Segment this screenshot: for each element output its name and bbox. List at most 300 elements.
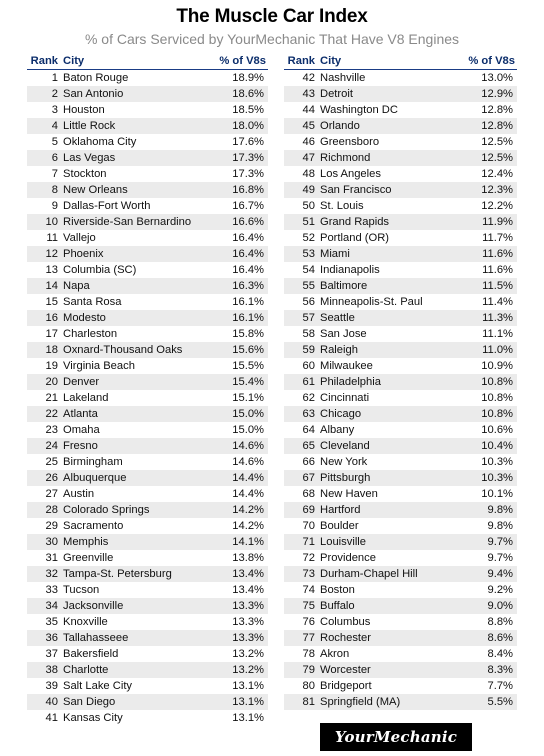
table-row [284,374,517,390]
rank-cell: 22 [27,406,63,422]
pct-cell: 14.4% [232,488,264,500]
rank-cell: 3 [51,104,58,116]
table-row [284,454,517,470]
table-row [284,486,517,502]
pct-cell: 13.3% [232,616,264,628]
pct-cell: 10.8% [460,406,517,422]
pct-cell: 16.4% [232,232,264,244]
table-row [284,86,517,102]
pct-cell: 12.3% [460,182,517,198]
city-cell: Bakersfield [63,648,119,660]
city-cell: Colorado Springs [63,502,213,518]
table-header-row [284,53,517,70]
table-row [27,422,268,438]
pct-cell: 10.3% [481,456,513,468]
city-cell: Baton Rouge [63,72,129,84]
city-cell: Miami [320,246,460,262]
table-row [284,614,517,630]
rank-cell: 2 [27,86,63,102]
page-subtitle: % of Cars Serviced by YourMechanic That Have V8 Engines [84,31,460,47]
ranking-table-left-body [27,70,268,727]
rank-cell: 9 [51,200,58,212]
table-row [284,646,517,662]
table-row [284,390,517,406]
city-cell: Tampa-St. Petersburg [63,566,213,582]
pct-cell: 15.5% [232,360,264,372]
city-cell: Modesto [63,310,213,326]
pct-cell: 8.6% [460,630,517,646]
table-row [27,246,268,262]
pct-cell: 17.3% [213,150,268,166]
pct-cell: 9.4% [460,566,517,582]
city-cell: Grand Rapids [320,214,460,230]
rank-cell: 67 [284,470,320,486]
pct-cell: 18.0% [213,118,268,134]
city-cell: San Francisco [320,182,460,198]
city-cell: St. Louis [320,200,364,212]
pct-cell: 16.4% [232,264,264,276]
city-cell: Oxnard-Thousand Oaks [63,342,213,358]
rank-cell: 75 [284,598,320,614]
city-cell: Columbus [320,616,371,628]
pct-cell: 10.8% [460,374,517,390]
pct-cell: 15.4% [213,374,268,390]
city-cell: Salt Lake City [63,680,133,692]
table-row [27,470,268,486]
city-cell: Worcester [320,662,460,678]
city-cell: Minneapolis-St. Paul [320,296,423,308]
rank-cell: 28 [27,502,63,518]
pct-cell: 12.5% [460,150,517,166]
pct-cell: 13.1% [213,694,268,710]
table-row [27,694,268,710]
pct-cell: 17.6% [232,136,264,148]
pct-cell: 11.7% [482,232,513,244]
rank-cell: 27 [45,488,58,500]
rank-cell: 54 [302,264,315,276]
rank-cell: 72 [302,552,315,564]
city-cell: Sacramento [63,520,124,532]
pct-cell: 9.8% [487,520,513,532]
city-cell: Providence [320,552,376,564]
table-row [27,374,268,390]
pct-cell: 16.6% [213,214,268,230]
table-row [284,550,517,566]
table-row [284,518,517,534]
city-cell: Pittsburgh [320,470,460,486]
rank-cell: 29 [45,520,58,532]
rank-cell: 19 [45,360,58,372]
rank-cell: 14 [27,278,63,294]
city-cell: Durham-Chapel Hill [320,566,460,582]
rank-cell: 81 [284,694,320,710]
table-row [284,166,517,182]
city-cell: Tallahasseee [63,630,213,646]
table-header-row [27,53,268,70]
rank-cell: 15 [45,296,58,308]
city-cell: Buffalo [320,598,460,614]
rank-cell: 5 [51,136,58,148]
table-row [284,598,517,614]
pct-cell: 13.1% [232,712,264,724]
table-row [27,262,268,278]
table-row [284,310,517,326]
pct-cell: 8.4% [487,648,513,660]
table-row [27,598,268,614]
pct-cell: 11.3% [460,310,517,326]
rank-cell: 42 [302,72,315,84]
city-cell: Cincinnati [320,392,370,404]
pct-cell: 12.8% [481,104,513,116]
pct-cell: 11.9% [460,214,517,230]
table-row [284,246,517,262]
rank-cell: 4 [27,118,63,134]
pct-cell: 13.3% [213,598,268,614]
rank-cell: 35 [45,616,58,628]
pct-cell: 15.1% [232,392,264,404]
table-row [284,342,517,358]
pct-cell: 11.4% [482,296,513,308]
city-cell: Fresno [63,438,213,454]
page-title: The Muscle Car Index [176,6,368,27]
pct-cell: 14.4% [213,470,268,486]
rank-cell: 61 [284,374,320,390]
city-cell: Birmingham [63,456,123,468]
pct-cell: 11.5% [460,278,517,294]
pct-cell: 10.4% [460,438,517,454]
rank-cell: 53 [284,246,320,262]
rank-cell: 48 [302,168,315,180]
rank-cell: 66 [302,456,315,468]
rank-cell: 34 [27,598,63,614]
rank-cell: 32 [27,566,63,582]
city-cell: Detroit [320,86,460,102]
city-cell: Houston [63,104,105,116]
table-row [284,438,517,454]
table-row [284,678,517,694]
table-row [284,118,517,134]
table-row [27,294,268,310]
pct-cell: 10.1% [481,488,513,500]
table-row [284,294,517,310]
city-cell: New Haven [320,488,378,500]
city-cell: Memphis [63,534,213,550]
ranking-table-left [27,53,268,726]
table-row [27,86,268,102]
pct-cell: 18.9% [232,72,264,84]
city-cell: Jacksonville [63,598,213,614]
pct-cell: 13.2% [232,648,264,660]
rank-header: Rank [284,53,320,70]
rank-cell: 26 [27,470,63,486]
rank-cell: 41 [45,712,58,724]
table-row [284,150,517,166]
rank-cell: 70 [302,520,315,532]
pct-cell: 11.6% [460,246,517,262]
pct-cell: 16.3% [213,278,268,294]
city-cell: Stockton [63,168,107,180]
city-cell: Denver [63,374,213,390]
city-cell: Austin [63,488,95,500]
rank-cell: 21 [45,392,58,404]
city-cell: Rochester [320,630,460,646]
table-row [284,326,517,342]
table-row [284,262,517,278]
city-cell: Louisville [320,534,460,550]
city-cell: Philadelphia [320,374,460,390]
city-cell: Virginia Beach [63,360,135,372]
pct-cell: 15.6% [213,342,268,358]
table-row [27,118,268,134]
table-row [27,230,268,246]
pct-cell: 18.5% [232,104,264,116]
pct-cell: 13.3% [213,630,268,646]
city-cell: Baltimore [320,278,460,294]
rank-cell: 49 [284,182,320,198]
rank-cell: 76 [302,616,315,628]
pct-header: % of V8s [213,53,268,70]
table-row [284,502,517,518]
rank-cell: 78 [302,648,315,660]
city-header: City [320,53,460,70]
pct-cell: 11.1% [482,328,513,340]
city-cell: Knoxville [63,616,108,628]
pct-cell: 10.9% [481,360,513,372]
pct-cell: 16.1% [232,296,264,308]
rank-cell: 37 [45,648,58,660]
pct-cell: 8.8% [487,616,513,628]
rank-cell: 68 [302,488,315,500]
rank-cell: 23 [45,424,58,436]
city-cell: Oklahoma City [63,136,137,148]
pct-cell: 14.1% [213,534,268,550]
rank-cell: 77 [284,630,320,646]
table-row [284,134,517,150]
city-cell: Washington DC [320,104,398,116]
table-row [27,518,268,534]
table-row [27,214,268,230]
rank-cell: 56 [302,296,315,308]
city-cell: Santa Rosa [63,296,122,308]
rank-cell: 65 [284,438,320,454]
rank-cell: 16 [27,310,63,326]
table-row [284,662,517,678]
table-row [27,678,268,694]
table-row [284,214,517,230]
pct-cell: 16.1% [213,310,268,326]
pct-cell: 9.0% [460,598,517,614]
rank-cell: 18 [27,342,63,358]
pct-cell: 11.6% [482,264,513,276]
table-row [284,534,517,550]
rank-cell: 6 [27,150,63,166]
table-row [27,70,268,87]
table-row [27,486,268,502]
table-row [27,182,268,198]
rank-cell: 51 [284,214,320,230]
pct-cell: 12.5% [481,136,513,148]
rank-cell: 25 [45,456,58,468]
table-row [27,102,268,118]
rank-cell: 52 [302,232,315,244]
city-cell: Hartford [320,502,460,518]
city-cell: Greenville [63,552,114,564]
table-row [27,342,268,358]
rank-cell: 11 [46,232,58,244]
city-cell: Kansas City [63,712,123,724]
pct-cell: 16.7% [232,200,264,212]
pct-header: % of V8s [460,53,517,70]
city-cell: Nashville [320,72,366,84]
pct-cell: 13.0% [481,72,513,84]
pct-cell: 7.7% [487,680,513,692]
pct-cell: 15.0% [213,406,268,422]
city-cell: San Antonio [63,86,213,102]
rank-cell: 74 [302,584,315,596]
rank-cell: 80 [302,680,315,692]
city-cell: Little Rock [63,118,213,134]
pct-cell: 11.0% [460,342,517,358]
table-row [27,454,268,470]
city-cell: Milwaukee [320,360,373,372]
rank-cell: 36 [27,630,63,646]
rank-cell: 38 [27,662,63,678]
table-row [27,358,268,374]
city-cell: Richmond [320,150,460,166]
table-row [27,310,268,326]
city-cell: Dallas-Fort Worth [63,200,151,212]
city-cell: Lakeland [63,392,109,404]
rank-cell: 31 [45,552,58,564]
rank-cell: 55 [284,278,320,294]
city-header: City [63,53,213,70]
table-row [27,326,268,342]
table-row [27,406,268,422]
pct-cell: 9.7% [460,534,517,550]
table-row [27,582,268,598]
table-row [27,534,268,550]
city-cell: Akron [320,648,350,660]
city-cell: Cleveland [320,438,460,454]
pct-cell: 5.5% [460,694,517,710]
city-cell: Boulder [320,520,359,532]
city-cell: Albany [320,424,355,436]
rank-cell: 46 [302,136,315,148]
rank-cell: 69 [284,502,320,518]
pct-cell: 14.6% [213,438,268,454]
table-row [284,582,517,598]
yourmechanic-logo: YourMechanic [320,723,472,751]
table-row [27,710,268,726]
rank-cell: 50 [302,200,315,212]
city-cell: Charleston [63,328,118,340]
rank-cell: 62 [302,392,315,404]
table-row [284,694,517,710]
table-row [27,150,268,166]
rank-cell: 60 [302,360,315,372]
rank-cell: 64 [302,424,315,436]
pct-cell: 13.4% [232,584,264,596]
rank-header: Rank [27,53,63,70]
table-row [284,278,517,294]
rank-cell: 39 [45,680,58,692]
table-row [284,470,517,486]
city-cell: Columbia (SC) [63,264,137,276]
table-row [284,358,517,374]
rank-cell: 24 [27,438,63,454]
table-row [27,630,268,646]
table-row [27,662,268,678]
city-cell: Napa [63,278,213,294]
table-row [27,166,268,182]
rank-cell: 1 [51,72,58,84]
rank-cell: 40 [27,694,63,710]
pct-cell: 13.4% [213,566,268,582]
city-cell: Tucson [63,584,100,596]
table-row [27,390,268,406]
pct-cell: 13.8% [232,552,264,564]
table-row [284,566,517,582]
pct-cell: 14.2% [232,520,264,532]
city-cell: Orlando [320,118,460,134]
city-cell: Springfield (MA) [320,694,460,710]
pct-cell: 12.8% [460,118,517,134]
pct-cell: 15.0% [232,424,264,436]
table-row [27,566,268,582]
table-row [284,182,517,198]
city-cell: Chicago [320,406,460,422]
pct-cell: 10.6% [481,424,513,436]
table-row [27,198,268,214]
city-cell: Charlotte [63,662,213,678]
city-cell: Phoenix [63,246,213,262]
pct-cell: 9.7% [487,552,513,564]
rank-cell: 58 [302,328,315,340]
rank-cell: 79 [284,662,320,678]
pct-cell: 9.8% [460,502,517,518]
pct-cell: 17.3% [232,168,264,180]
rank-cell: 8 [27,182,63,198]
table-row [27,550,268,566]
pct-cell: 12.4% [481,168,513,180]
table-row [284,230,517,246]
table-row [284,102,517,118]
city-cell: Indianapolis [320,264,380,276]
city-cell: Omaha [63,424,100,436]
pct-cell: 8.3% [460,662,517,678]
city-cell: San Jose [320,328,367,340]
city-cell: Vallejo [63,232,96,244]
table-row [27,438,268,454]
city-cell: New York [320,456,368,468]
table-row [284,198,517,214]
city-cell: Greensboro [320,136,380,148]
pct-cell: 15.8% [232,328,264,340]
rank-cell: 44 [302,104,315,116]
ranking-table-right [284,53,517,710]
city-cell: Bridgeport [320,680,372,692]
city-cell: Seattle [320,310,460,326]
pct-cell: 13.2% [213,662,268,678]
table-row [27,278,268,294]
rank-cell: 33 [45,584,58,596]
rank-cell: 43 [284,86,320,102]
city-cell: Riverside-San Bernardino [63,214,213,230]
pct-cell: 10.3% [460,470,517,486]
rank-cell: 17 [45,328,58,340]
rank-cell: 63 [284,406,320,422]
city-cell: Portland (OR) [320,232,390,244]
